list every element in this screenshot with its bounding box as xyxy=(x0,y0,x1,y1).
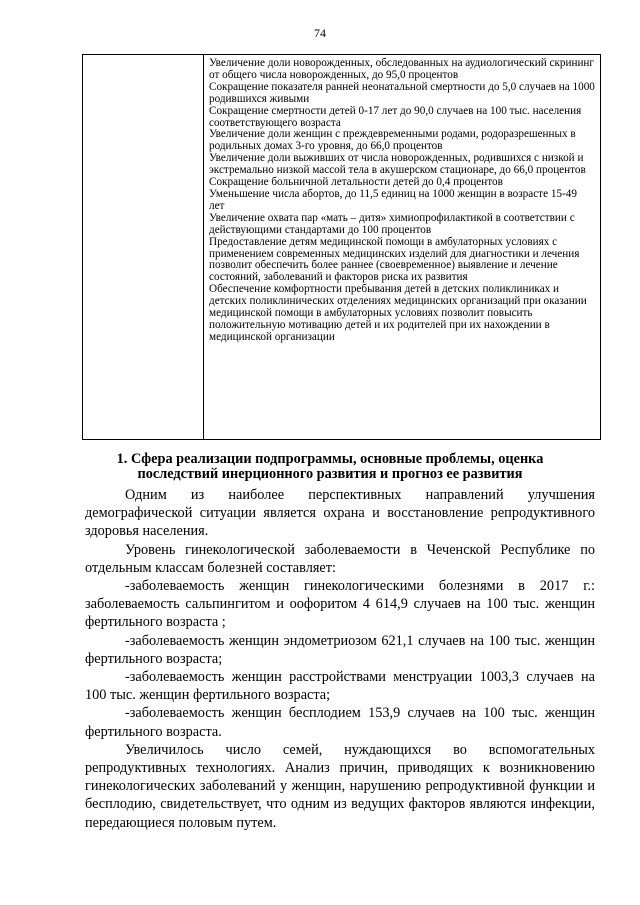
paragraph: -заболеваемость женщин эндометриозом 621,1 случаев на 100 тыс. женщин фертильного возраста; xyxy=(85,632,595,667)
result-item: Увеличение доли выживших от числа новорожденных, родившихся с низкой и экстремально низкой массой тела в акушерском стационаре, до 66,0 процентов xyxy=(209,152,586,177)
result-item: Предоставление детям медицинской помощи в амбулаторных условиях с применением современных медицинских изделий для диагностики и лечения позволит обеспечить более раннее (своевременное) выявление и лечение состояний, заболеваний и факторов риска их развития xyxy=(209,235,580,284)
paragraph: Уровень гинекологической заболеваемости в Чеченской Республике по отдельным классам болезней составляет: xyxy=(85,541,595,576)
result-item: Уменьшение числа абортов, до 11,5 единиц на 1000 женщин в возрасте 15-49 лет xyxy=(209,187,577,212)
paragraph: Одним из наиболее перспективных направлений улучшения демографической ситуации является охрана и восстановление репродуктивного здоровья населения. xyxy=(85,487,595,540)
page-number: 74 xyxy=(314,26,326,40)
result-item: Сокращение смертности детей 0-17 лет до 90,0 случаев на 100 тыс. населения соответствующего возраста xyxy=(209,104,582,129)
table-left-cell xyxy=(83,55,204,439)
result-item: Увеличение доли женщин с преждевременными родами, родоразрешенных в родильных домах 3-го уровня, до 66,0 процентов xyxy=(209,128,576,153)
result-item: Увеличение охвата пар «мать – дитя» химиопрофилактикой в соответствии с действующими стандартами до 100 процентов xyxy=(209,211,575,236)
table-results-cell xyxy=(204,55,600,439)
result-item: Увеличение доли новорожденных, обследованных на аудиологический скрининг от общего числа новорожденных, до 95,0 процентов xyxy=(209,57,595,81)
section-heading: 1. Сфера реализации подпрограммы, основные проблемы, оценка последствий инерционного развития и прогноз ее развития xyxy=(116,451,544,482)
results-table xyxy=(82,54,601,440)
section-body xyxy=(85,486,595,832)
paragraph: -заболеваемость женщин гинекологическими болезнями в 2017 г.: заболеваемость сальпингитом и оофоритом 4 614,9 случаев на 100 тыс. женщин фертильного возраста ; xyxy=(85,578,595,631)
paragraph: -заболеваемость женщин расстройствами менструации 1003,3 случаев на 100 тыс. женщин фертильного возраста; xyxy=(85,669,595,704)
paragraph: Увеличилось число семей, нуждающихся во вспомогательных репродуктивных технологиях. Анализ причин, приводящих к возникновению гинекологических заболеваний у женщин, нарушению репродуктивной функции и бесплодию, свидетельствует, что одним из ведущих факторов являются инфекции, передающиеся половым путем. xyxy=(85,741,595,831)
paragraph: -заболеваемость женщин бесплодием 153,9 случаев на 100 тыс. женщин фертильного возраста. xyxy=(85,705,595,740)
result-item: Сокращение показателя ранней неонатальной смертности до 5,0 случаев на 1000 родившихся живыми xyxy=(209,80,595,105)
result-item: Обеспечение комфортности пребывания детей в детских поликлиниках и детских поликлинических отделениях медицинских организаций при оказании медицинской помощи в амбулаторных условиях позволит повысить положительную мотивацию детей и их родителей при их нахождении в медицинской организации xyxy=(209,283,587,343)
result-item: Сокращение больничной летальности детей до 0,4 процентов xyxy=(209,176,503,189)
